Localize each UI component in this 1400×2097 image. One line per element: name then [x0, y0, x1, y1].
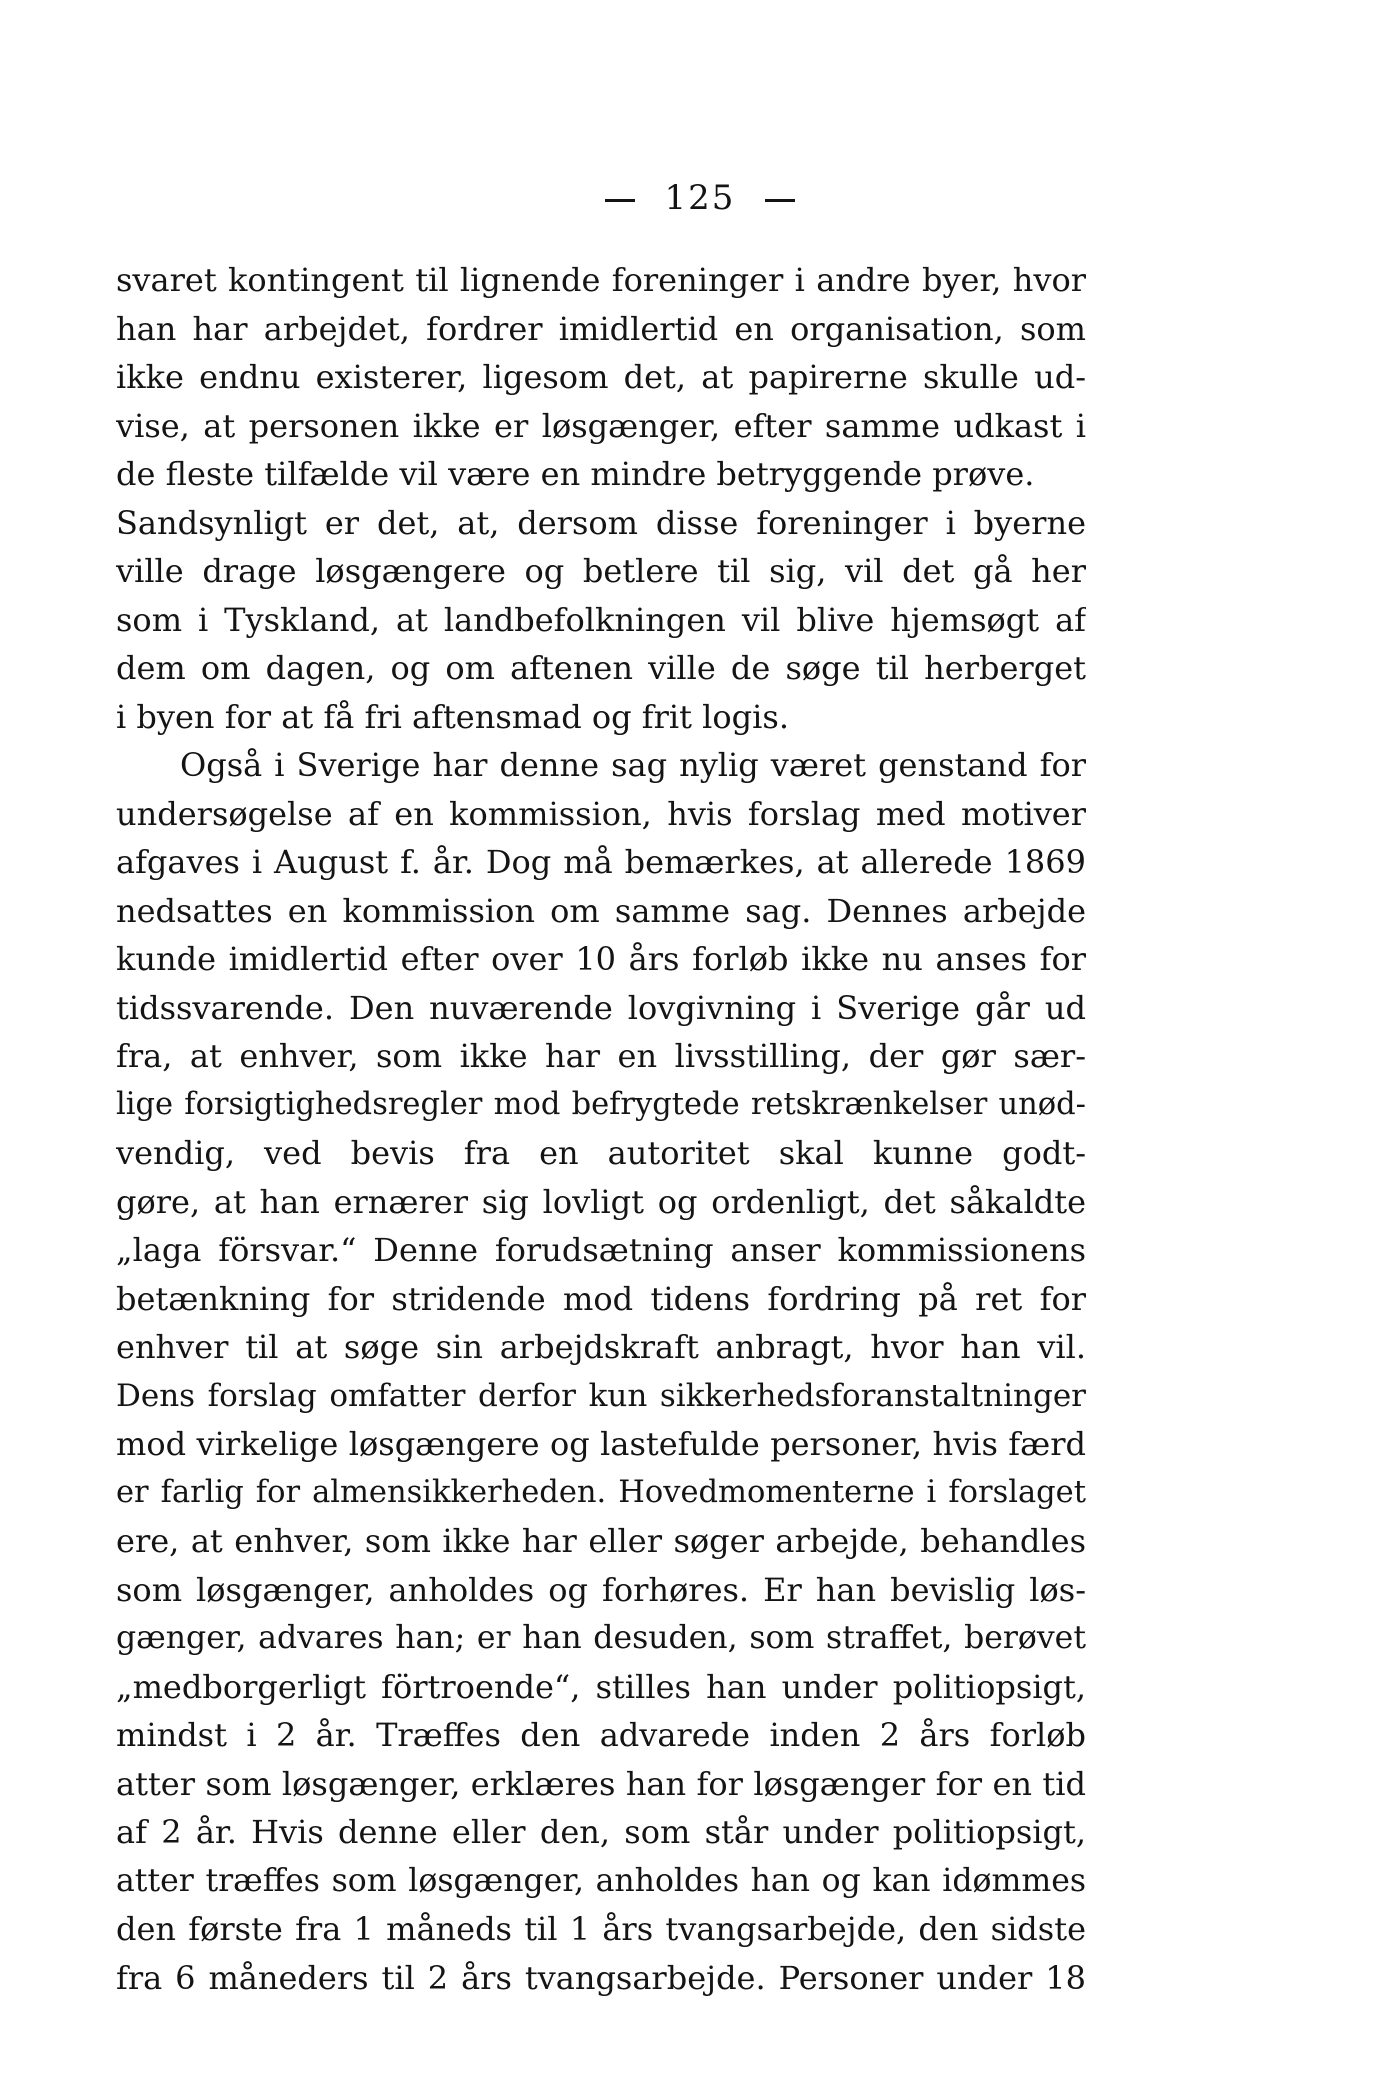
text-line: Dens forslag omfatter derfor kun sikkerhedsforanstaltninger	[116, 1377, 1086, 1414]
text-line: dem om dagen, og om aftenen ville de søge til herberget	[116, 649, 1086, 687]
text-line: ere, at enhver, som ikke har eller søger arbejde, behandles	[116, 1522, 1086, 1560]
text-line: atter som løsgænger, erklæres han for løsgænger for en tid	[116, 1764, 1086, 1803]
text-line: i byen for at få fri aftensmad og frit logis.	[116, 697, 789, 736]
text-line: „laga försvar.“ Denne forudsætning anser kommissionens	[116, 1231, 1086, 1269]
text-line: gænger, advares han; er han desuden, som straffet, berøvet	[116, 1620, 1086, 1656]
text-line: Sandsynligt er det, at, dersom disse foreninger i byerne	[116, 503, 1086, 542]
header-dash-right	[765, 199, 795, 202]
text-line: betænkning for stridende mod tidens fordring på ret for	[116, 1279, 1086, 1318]
text-line: fra 6 måneders til 2 års tvangsarbejde. Personer under 18	[116, 1958, 1086, 1997]
page-header	[0, 178, 1400, 218]
header-dash-left	[605, 199, 635, 202]
text-line: undersøgelse af en kommission, hvis forslag med motiver	[116, 794, 1086, 833]
text-line: den første fra 1 måneds til 1 års tvangsarbejde, den sidste	[116, 1910, 1086, 1948]
text-line: nedsattes en kommission om samme sag. Dennes arbejde	[116, 891, 1086, 930]
text-line: afgaves i August f. år. Dog må bemærkes, at allerede 1869	[116, 843, 1086, 881]
text-line: gøre, at han ernærer sig lovligt og ordenligt, det såkaldte	[116, 1182, 1086, 1221]
text-line: svaret kontingent til lignende foreninger i andre byer, hvor	[116, 261, 1086, 299]
text-line: han har arbejdet, fordrer imidlertid en organisation, som	[116, 309, 1086, 348]
text-line: er farlig for almensikkerheden. Hovedmomenterne i forslaget	[116, 1474, 1086, 1510]
body-text	[116, 256, 1086, 2002]
text-line: mindst i 2 år. Træffes den advarede inden 2 års forløb	[116, 1716, 1086, 1754]
text-line: ville drage løsgængere og betlere til sig, vil det gå her	[116, 552, 1086, 590]
text-line: atter træffes som løsgænger, anholdes han og kan idømmes	[116, 1862, 1086, 1899]
text-line: mod virkelige løsgængere og lastefulde personer, hvis færd	[116, 1425, 1086, 1463]
text-line: vise, at personen ikke er løsgænger, efter samme udkast i	[116, 406, 1086, 445]
text-line: tidssvarende. Den nuværende lovgivning i Sverige går ud	[116, 988, 1086, 1027]
page-number: 125	[664, 178, 736, 218]
text-line: ikke endnu existerer, ligesom det, at papirerne skulle ud-	[116, 358, 1086, 396]
text-line: som løsgænger, anholdes og forhøres. Er han bevislig løs-	[116, 1570, 1086, 1609]
text-line: af 2 år. Hvis denne eller den, som står under politiopsigt,	[116, 1813, 1086, 1851]
text-line: de fleste tilfælde vil være en mindre betryggende prøve.	[116, 455, 1035, 493]
text-line: Også i Sverige har denne sag nylig været genstand for	[180, 746, 1086, 784]
text-line: vendig, ved bevis fra en autoritet skal kunne godt-	[116, 1134, 1086, 1172]
text-line: enhver til at søge sin arbejdskraft anbragt, hvor han vil.	[116, 1328, 1086, 1366]
text-line: „medborgerligt förtroende“, stilles han under politiopsigt,	[116, 1667, 1086, 1706]
text-line: som i Tyskland, at landbefolkningen vil blive hjemsøgt af	[116, 600, 1086, 639]
text-line: lige forsigtighedsregler mod befrygtede retskrænkelser unød-	[116, 1086, 1086, 1122]
text-line: fra, at enhver, som ikke har en livsstilling, der gør sær-	[116, 1037, 1086, 1075]
text-line: kunde imidlertid efter over 10 års forløb ikke nu anses for	[116, 940, 1086, 978]
